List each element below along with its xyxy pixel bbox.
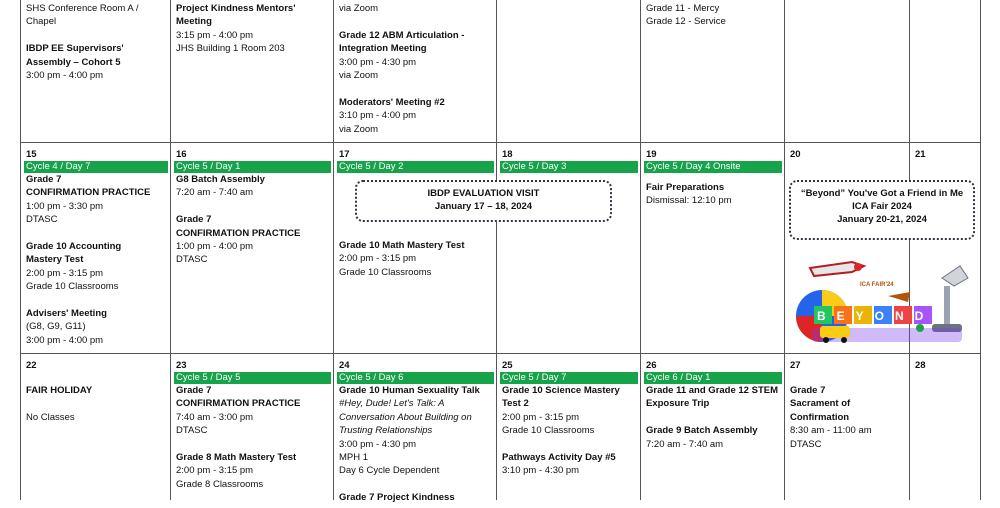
calendar-event[interactable] — [176, 173, 329, 200]
calendar-event[interactable] — [339, 2, 492, 15]
grid-column-line — [20, 0, 21, 500]
event-title: Confirmation — [790, 411, 850, 423]
event-detail: 7:20 am - 7:40 am — [176, 187, 254, 199]
grid-row-line — [20, 353, 980, 354]
event-detail: 2:00 pm - 3:15 pm — [339, 253, 417, 265]
grid-column-line — [784, 0, 785, 500]
cycle-day-bar: Cycle 5 / Day 4 Onsite — [644, 161, 782, 173]
event-detail: 3:00 pm - 4:00 pm — [26, 70, 104, 82]
calendar-event[interactable] — [502, 451, 636, 478]
event-detail: 8:30 am - 11:00 am — [790, 425, 872, 437]
event-detail: MPH 1 — [339, 452, 369, 464]
cycle-day-bar: Cycle 6 / Day 1 — [644, 372, 782, 384]
day-number: 21 — [915, 149, 926, 160]
day-number: 18 — [502, 149, 513, 160]
event-title: Grade 10 Human Sexuality Talk — [339, 385, 480, 396]
day-number: 19 — [646, 149, 657, 160]
calendar-event[interactable] — [26, 2, 166, 29]
calendar-event[interactable] — [646, 2, 780, 29]
day-cell[interactable] — [644, 359, 782, 508]
cycle-day-bar: Cycle 5 / Day 5 — [174, 372, 331, 384]
event-title: Pathways Activity Day #5 — [502, 452, 616, 464]
grid-column-line — [333, 0, 334, 500]
day-cell[interactable] — [913, 2, 978, 146]
calendar-event[interactable] — [176, 2, 329, 56]
event-detail: via Zoom — [339, 3, 379, 14]
day-number: 15 — [26, 149, 37, 160]
day-cell[interactable] — [24, 148, 168, 351]
event-title: Grade 7 — [176, 214, 212, 226]
day-number: 25 — [502, 360, 513, 371]
calendar-event[interactable] — [176, 451, 329, 491]
calendar-event[interactable] — [26, 173, 166, 227]
event-title: Exposure Trip — [646, 398, 710, 410]
event-detail: 2:00 pm - 3:15 pm — [26, 267, 104, 279]
day-number: 24 — [339, 360, 350, 371]
day-number: 16 — [176, 149, 187, 160]
event-detail: No Classes — [26, 411, 75, 423]
event-subtitle: Trusting Relationships — [339, 425, 433, 437]
calendar-event[interactable] — [26, 307, 166, 347]
day-cell[interactable] — [337, 359, 494, 508]
day-number: 23 — [176, 360, 187, 371]
event-detail: DTASC — [790, 438, 822, 450]
grid-column-line — [496, 0, 497, 500]
event-detail: DTASC — [26, 214, 58, 226]
event-detail: DTASC — [176, 425, 208, 437]
day-cell[interactable] — [500, 2, 638, 146]
day-cell[interactable] — [644, 148, 782, 351]
event-title: Mastery Test — [26, 254, 84, 266]
event-detail: 2:00 pm - 3:15 pm — [176, 465, 254, 477]
event-title: Grade 8 Math Mastery Test — [176, 452, 297, 464]
day-cell[interactable] — [913, 359, 978, 508]
day-cell[interactable] — [337, 2, 494, 146]
event-detail: Dismissal: 12:10 pm — [646, 195, 732, 207]
calendar-event[interactable] — [26, 411, 166, 424]
fair-banner-subtitle: ICA Fair 2024 — [852, 201, 912, 212]
event-title: Assembly – Cohort 5 — [26, 56, 121, 68]
day-cell[interactable] — [500, 359, 638, 508]
fair-banner-title: “Beyond” You've Got a Friend in Me — [800, 188, 964, 199]
calendar-event[interactable] — [339, 491, 492, 504]
event-title: Grade 7 — [176, 385, 212, 396]
event-detail: 3:00 pm - 4:30 pm — [339, 438, 417, 450]
event-detail: 3:15 pm - 4:00 pm — [176, 29, 254, 41]
fair-image-title: BEYOND — [817, 309, 935, 323]
event-title: Grade 7 — [790, 385, 826, 396]
event-detail: 2:00 pm - 3:15 pm — [502, 411, 580, 423]
calendar-event[interactable] — [26, 384, 166, 397]
ica-fair-banner — [789, 180, 975, 240]
event-detail: Grade 12 - Service — [646, 16, 726, 28]
event-title: Grade 10 Science Mastery — [502, 385, 620, 396]
event-title: Test 2 — [502, 398, 529, 410]
calendar-event[interactable] — [502, 384, 636, 438]
day-cell[interactable] — [174, 359, 331, 508]
calendar-event[interactable] — [790, 384, 905, 451]
event-title: IBDP EE Supervisors' — [26, 43, 124, 55]
day-number: 27 — [790, 360, 801, 371]
fair-banner-dates: January 20-21, 2024 — [837, 214, 927, 225]
event-title: G8 Batch Assembly — [176, 174, 265, 185]
calendar-event[interactable] — [339, 29, 492, 83]
event-detail: 3:00 pm - 4:00 pm — [26, 334, 104, 346]
event-subtitle: #Hey, Dude! Let's Talk: A — [339, 398, 445, 410]
fair-image-caption: ICA FAIR'24 — [860, 282, 894, 288]
cycle-day-bar: Cycle 5 / Day 1 — [174, 161, 331, 173]
grid-column-line — [980, 0, 981, 500]
ica-fair-logo-image — [792, 258, 974, 346]
event-detail: via Zoom — [339, 70, 379, 82]
calendar-event[interactable] — [26, 240, 166, 294]
event-detail: SHS Conference Room A / — [26, 3, 139, 14]
cycle-day-bar: Cycle 4 / Day 7 — [24, 161, 168, 173]
ibdp-banner-title: IBDP EVALUATION VISIT — [427, 188, 540, 199]
day-number: 28 — [915, 360, 926, 371]
calendar-event[interactable] — [646, 384, 780, 411]
cycle-day-bar: Cycle 5 / Day 2 — [337, 161, 494, 173]
event-detail: 3:00 pm - 4:30 pm — [339, 56, 417, 68]
event-detail: DTASC — [176, 254, 208, 266]
day-number: 17 — [339, 149, 350, 160]
event-title: Meeting — [176, 16, 212, 28]
ibdp-banner-dates: January 17 – 18, 2024 — [434, 201, 533, 212]
day-cell[interactable] — [337, 148, 494, 351]
grid-column-line — [909, 0, 910, 500]
day-cell[interactable] — [644, 2, 782, 146]
day-number: 22 — [26, 360, 37, 371]
event-detail: Grade 10 Classrooms — [26, 281, 119, 293]
cycle-day-bar: Cycle 5 / Day 3 — [500, 161, 638, 173]
calendar-event[interactable] — [646, 424, 780, 451]
calendar-event[interactable] — [176, 384, 329, 438]
event-title: Grade 9 Batch Assembly — [646, 425, 758, 437]
event-detail: Grade 10 Classrooms — [339, 266, 432, 278]
event-detail: Day 6 Cycle Dependent — [339, 465, 440, 477]
calendar-event[interactable] — [176, 213, 329, 267]
event-detail: via Zoom — [339, 123, 379, 135]
event-title: Grade 11 and Grade 12 STEM — [646, 385, 778, 396]
event-title: Moderators' Meeting #2 — [339, 96, 445, 108]
event-title: FAIR HOLIDAY — [26, 385, 93, 396]
ibdp-evaluation-banner — [355, 180, 612, 222]
event-detail: Grade 10 Classrooms — [502, 425, 595, 437]
event-detail: 7:40 am - 3:00 pm — [176, 411, 254, 423]
calendar-event[interactable] — [339, 384, 492, 478]
event-title: Grade 12 ABM Articulation - — [339, 29, 465, 41]
event-title: CONFIRMATION PRACTICE — [26, 187, 151, 199]
event-title: CONFIRMATION PRACTICE — [176, 398, 301, 410]
event-detail: Grade 8 Classrooms — [176, 478, 264, 490]
day-cell[interactable] — [24, 359, 168, 508]
event-title: CONFIRMATION PRACTICE — [176, 227, 301, 239]
event-detail: JHS Building 1 Room 203 — [176, 43, 285, 55]
calendar-event[interactable] — [646, 181, 780, 208]
event-title: Advisers' Meeting — [26, 308, 107, 320]
calendar-event[interactable] — [339, 96, 492, 136]
day-cell[interactable] — [174, 148, 331, 351]
event-title: Project Kindness Mentors' — [176, 3, 296, 14]
event-detail: Grade 11 - Mercy — [646, 3, 720, 14]
event-detail: (G8, G9, G11) — [26, 321, 86, 333]
day-cell[interactable] — [174, 2, 331, 146]
day-cell[interactable] — [788, 2, 907, 146]
event-title: Grade 7 Project Kindness — [339, 492, 455, 504]
event-title: Grade 7 — [26, 174, 62, 185]
event-detail: 1:00 pm - 4:00 pm — [176, 241, 254, 253]
event-detail: 1:00 pm - 3:30 pm — [26, 200, 104, 212]
day-cell[interactable] — [500, 148, 638, 351]
day-cell[interactable] — [24, 2, 168, 146]
day-number: 20 — [790, 149, 801, 160]
event-title: Sacrament of — [790, 398, 851, 410]
calendar-event[interactable] — [26, 42, 166, 82]
grid-column-line — [640, 0, 641, 500]
day-cell[interactable] — [788, 359, 907, 508]
event-detail: 3:10 pm - 4:00 pm — [339, 110, 417, 122]
event-subtitle: Conversation About Building on — [339, 411, 472, 423]
event-detail: Chapel — [26, 16, 57, 28]
event-title: Fair Preparations — [646, 182, 725, 193]
event-title: Integration Meeting — [339, 43, 427, 55]
event-title: Grade 10 Accounting — [26, 241, 122, 253]
cycle-day-bar: Cycle 5 / Day 6 — [337, 372, 494, 384]
event-detail: 3:10 pm - 4:30 pm — [502, 465, 580, 477]
event-title: Grade 10 Math Mastery Test — [339, 240, 465, 251]
cycle-day-bar: Cycle 5 / Day 7 — [500, 372, 638, 384]
event-detail: 7:20 am - 7:40 am — [646, 438, 724, 450]
grid-column-line — [170, 0, 171, 500]
day-number: 26 — [646, 360, 657, 371]
calendar-event[interactable] — [339, 239, 492, 279]
